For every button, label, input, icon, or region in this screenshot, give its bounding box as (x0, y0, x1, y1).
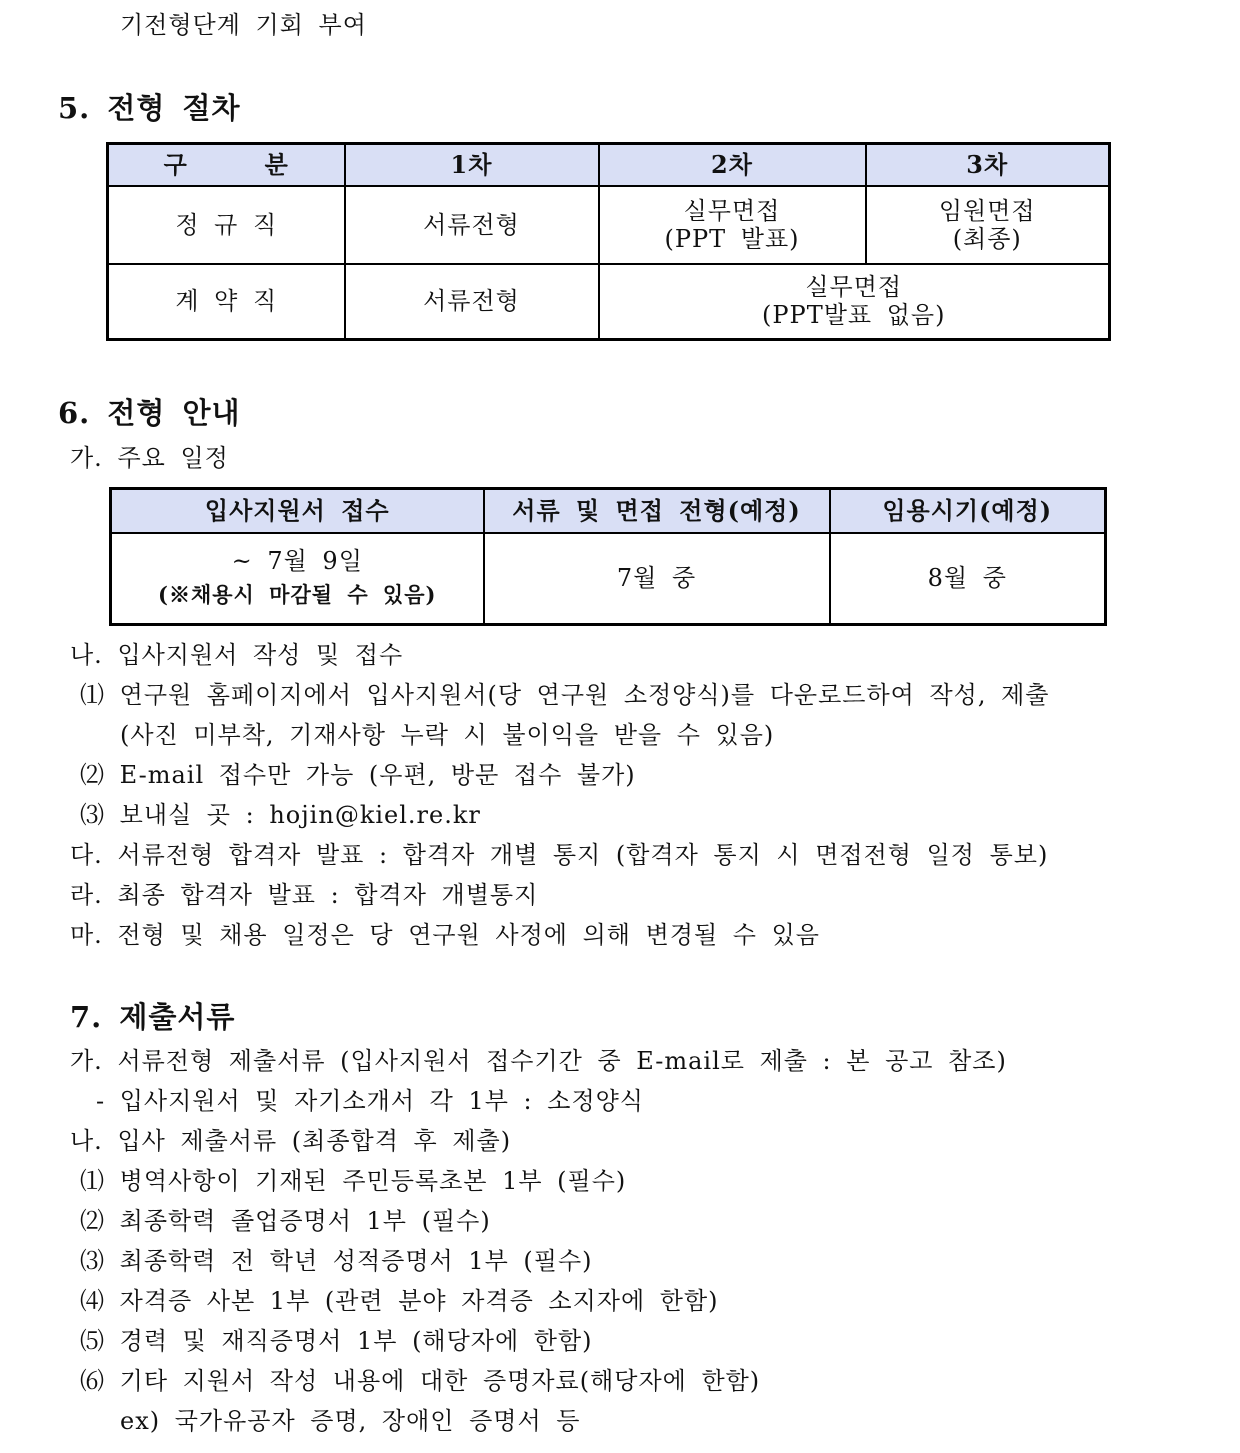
cell-screening: 7월 중 (484, 533, 830, 625)
row-type: 계 약 직 (108, 264, 345, 340)
application-heading: 나. 입사지원서 작성 및 접수 (70, 641, 404, 669)
list-item: ⑴ 병역사항이 기재된 주민등록초본 1부 (필수) (80, 1167, 627, 1195)
hiring-documents-heading: 나. 입사 제출서류 (최종합격 후 제출) (70, 1127, 512, 1155)
section-5-title: 5. 전형 절차 (58, 91, 241, 125)
header-category: 구 분 (108, 144, 345, 186)
schedule-table (109, 487, 1107, 626)
table-row (108, 264, 1110, 340)
selection-procedure-table (106, 142, 1111, 341)
row-merged (599, 264, 1110, 340)
header-third: 3차 (866, 144, 1110, 186)
cell-application (111, 533, 484, 625)
row-second (599, 186, 866, 264)
header-appointment: 임용시기(예정) (830, 489, 1106, 533)
list-item: ⑹ 기타 지원서 작성 내용에 대한 증명자료(해당자에 한함) (80, 1367, 761, 1395)
list-item: ⑴ 연구원 홈페이지에서 입사지원서(당 연구원 소정양식)를 다운로드하여 작성, 제출 (80, 681, 1050, 709)
schedule-change-line: 마. 전형 및 채용 일정은 당 연구원 사정에 의해 변경될 수 있음 (70, 921, 820, 949)
second-line-2: (PPT 발표) (664, 224, 800, 253)
second-line-1: 실무면접 (683, 196, 781, 225)
list-item: ⑵ 최종학력 졸업증명서 1부 (필수) (80, 1207, 491, 1235)
third-line-2: (최종) (952, 224, 1022, 253)
screening-result-line: 다. 서류전형 합격자 발표 : 합격자 개별 통지 (합격자 통지 시 면접전형 일정 통보) (70, 841, 1049, 869)
list-item: ⑷ 자격증 사본 1부 (관련 분야 자격증 소지자에 한함) (80, 1287, 719, 1315)
header-application: 입사지원서 접수 (111, 489, 484, 533)
list-item: ⑵ E-mail 접수만 가능 (우편, 방문 접수 불가) (80, 761, 636, 789)
cell-appointment: 8월 중 (830, 533, 1106, 625)
list-item: (사진 미부착, 기재사항 누락 시 불이익을 받을 수 있음) (120, 721, 775, 749)
list-item: ex) 국가유공자 증명, 장애인 증명서 등 (120, 1407, 581, 1435)
table-row (111, 533, 1106, 625)
intro-line: 기전형단계 기회 부여 (120, 11, 367, 39)
row-type: 정 규 직 (108, 186, 345, 264)
list-item: - 입사지원서 및 자기소개서 각 1부 : 소정양식 (96, 1087, 644, 1115)
header-second: 2차 (599, 144, 866, 186)
list-item: ⑶ 보내실 곳 : hojin@kiel.re.kr (80, 801, 481, 829)
schedule-heading: 가. 주요 일정 (70, 444, 229, 472)
third-line-1: 임원면접 (938, 196, 1036, 225)
row-first: 서류전형 (345, 186, 599, 264)
header-first: 1차 (345, 144, 599, 186)
row-first: 서류전형 (345, 264, 599, 340)
list-item: ⑸ 경력 및 재직증명서 1부 (해당자에 한함) (80, 1327, 593, 1355)
list-item: ⑶ 최종학력 전 학년 성적증명서 1부 (필수) (80, 1247, 593, 1275)
section-6-title: 6. 전형 안내 (58, 396, 241, 430)
header-screening: 서류 및 면접 전형(예정) (484, 489, 830, 533)
final-result-line: 라. 최종 합격자 발표 : 합격자 개별통지 (70, 881, 539, 909)
document-screening-heading: 가. 서류전형 제출서류 (입사지원서 접수기간 중 E-mail로 제출 : 본 공고 참조) (70, 1047, 1007, 1075)
section-7-title: 7. 제출서류 (70, 1000, 236, 1034)
merged-line-2: (PPT발표 없음) (762, 301, 946, 330)
application-date: ~ 7월 9일 (231, 547, 363, 576)
table-row (108, 186, 1110, 264)
application-note: (※채용시 마감될 수 있음) (158, 582, 437, 608)
merged-line-1: 실무면접 (805, 273, 903, 302)
row-third (866, 186, 1110, 264)
